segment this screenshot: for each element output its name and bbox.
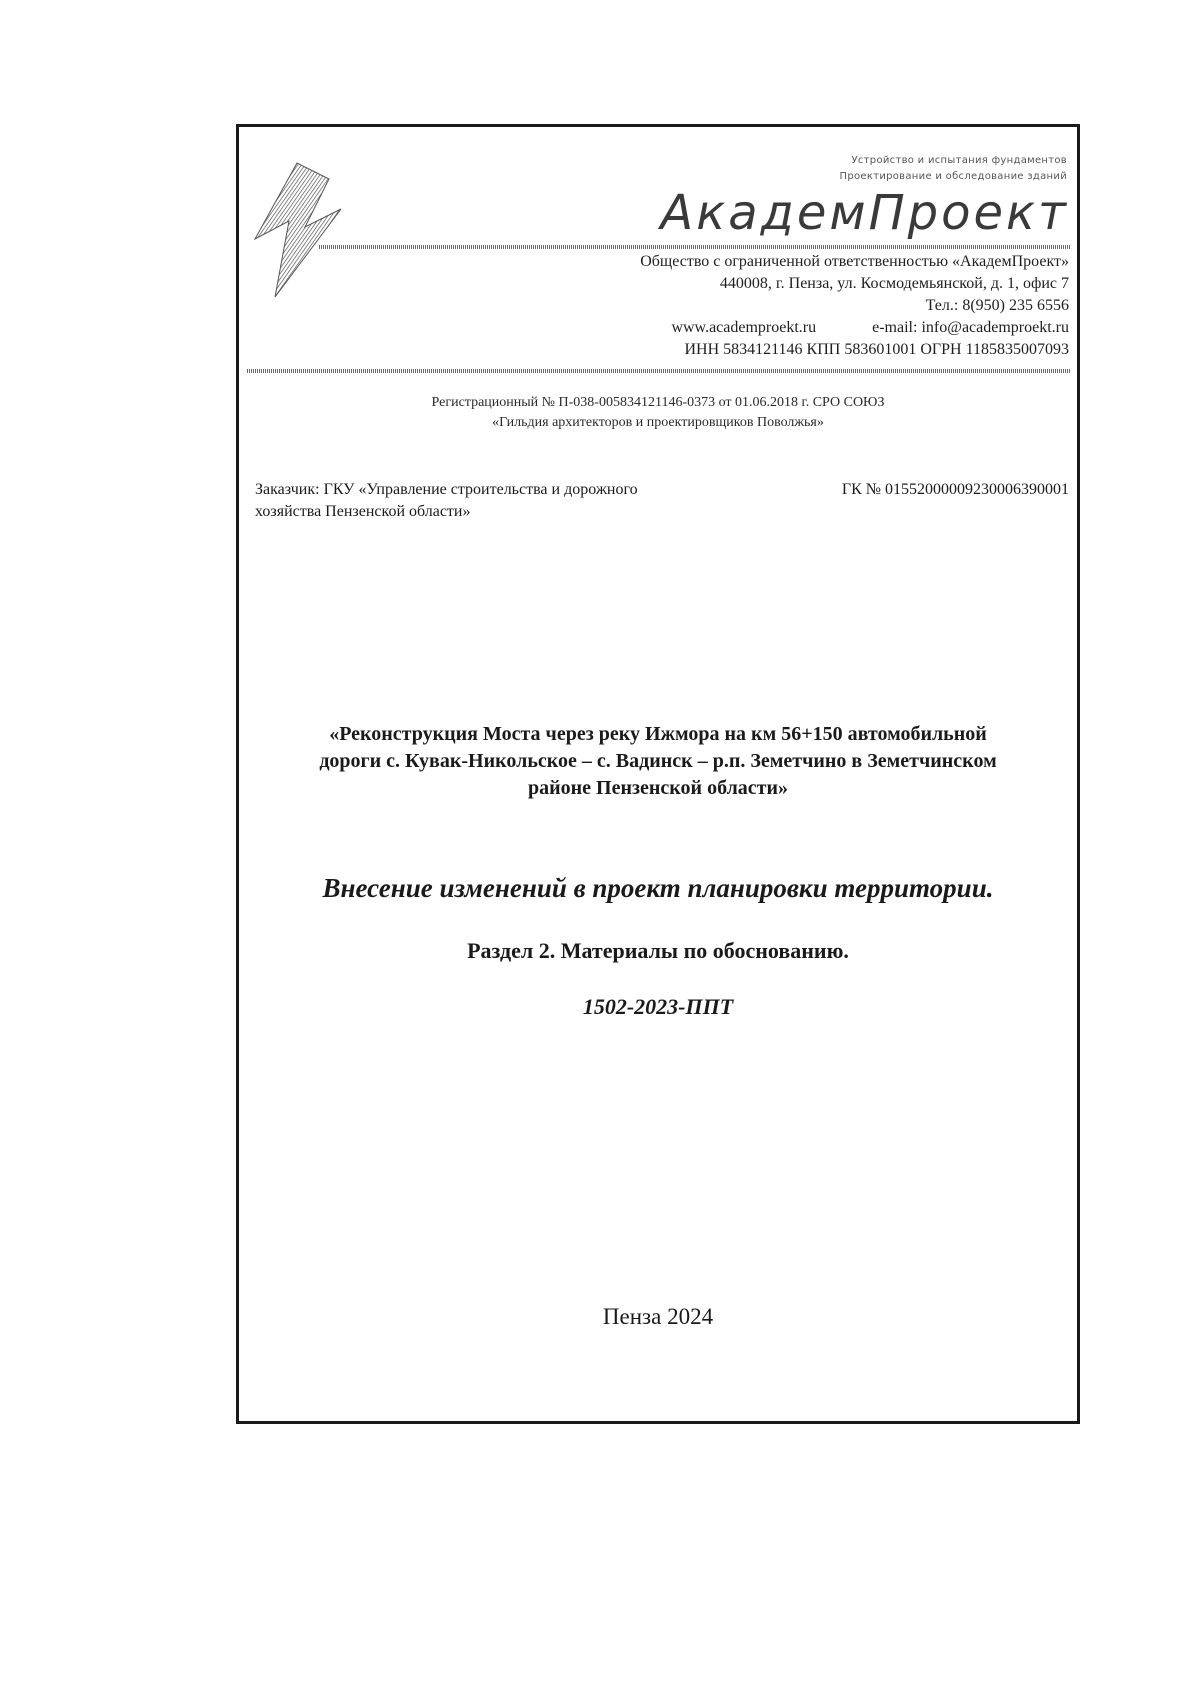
brand-name: АкадемПроект — [660, 185, 1069, 241]
contact-line — [640, 317, 1069, 339]
document-code: 1502-2023-ППТ — [582, 994, 734, 1019]
project-title — [259, 721, 1057, 802]
company-requisites: ИНН 5834121146 КПП 583601001 ОГРН 1185835007093 — [684, 341, 1069, 358]
registration-info — [239, 393, 1077, 433]
customer-info — [255, 479, 735, 523]
company-address: 440008, г. Пенза, ул. Космодемьянской, д. 1, офис 7 — [719, 275, 1069, 292]
document-subtitle: Внесение изменений в проект планировки территории. — [322, 873, 994, 903]
registration-line: «Гильдия архитекторов и проектировщиков Поволжья» — [492, 415, 824, 430]
lightning-bolt-logo-icon — [245, 161, 357, 299]
header-bottom-divider — [247, 369, 1071, 373]
city-year: Пенза 2024 — [602, 1304, 714, 1329]
customer-line: хозяйства Пензенской области» — [255, 503, 471, 520]
registration-line: Регистрационный № П-038-005834121146-0373 от 01.06.2018 г. СРО СОЮЗ — [431, 395, 885, 410]
services-line: Устройство и испытания фундаментов — [851, 155, 1067, 166]
company-website[interactable]: www.academproekt.ru — [671, 319, 817, 336]
header-divider — [319, 245, 1071, 249]
company-phone: Тел.: 8(950) 235 6556 — [925, 297, 1069, 314]
company-info — [640, 251, 1069, 361]
project-title-line: районе Пензенской области» — [527, 777, 789, 799]
services-line: Проектирование и обследование зданий — [839, 171, 1067, 182]
services-tagline — [840, 153, 1067, 185]
project-title-line: «Реконструкция Моста через реку Ижмора на км 56+150 автомобильной — [329, 723, 987, 745]
contract-number: ГК № 0155200000923000639000​1 — [841, 481, 1069, 498]
company-name: Общество с ограниченной ответственностью «АкадемПроект» — [640, 253, 1069, 270]
project-title-line: дороги с. Кувак-Никольское – с. Вадинск – р.п. Земетчино в Земетчинском — [319, 750, 997, 772]
customer-line: Заказчик: ГКУ «Управление строительства и дорожного — [255, 481, 638, 498]
title-page-frame — [236, 124, 1080, 1424]
company-email[interactable]: e-mail: info@academproekt.ru — [872, 319, 1069, 336]
section-title: Раздел 2. Материалы по обоснованию. — [467, 938, 849, 963]
